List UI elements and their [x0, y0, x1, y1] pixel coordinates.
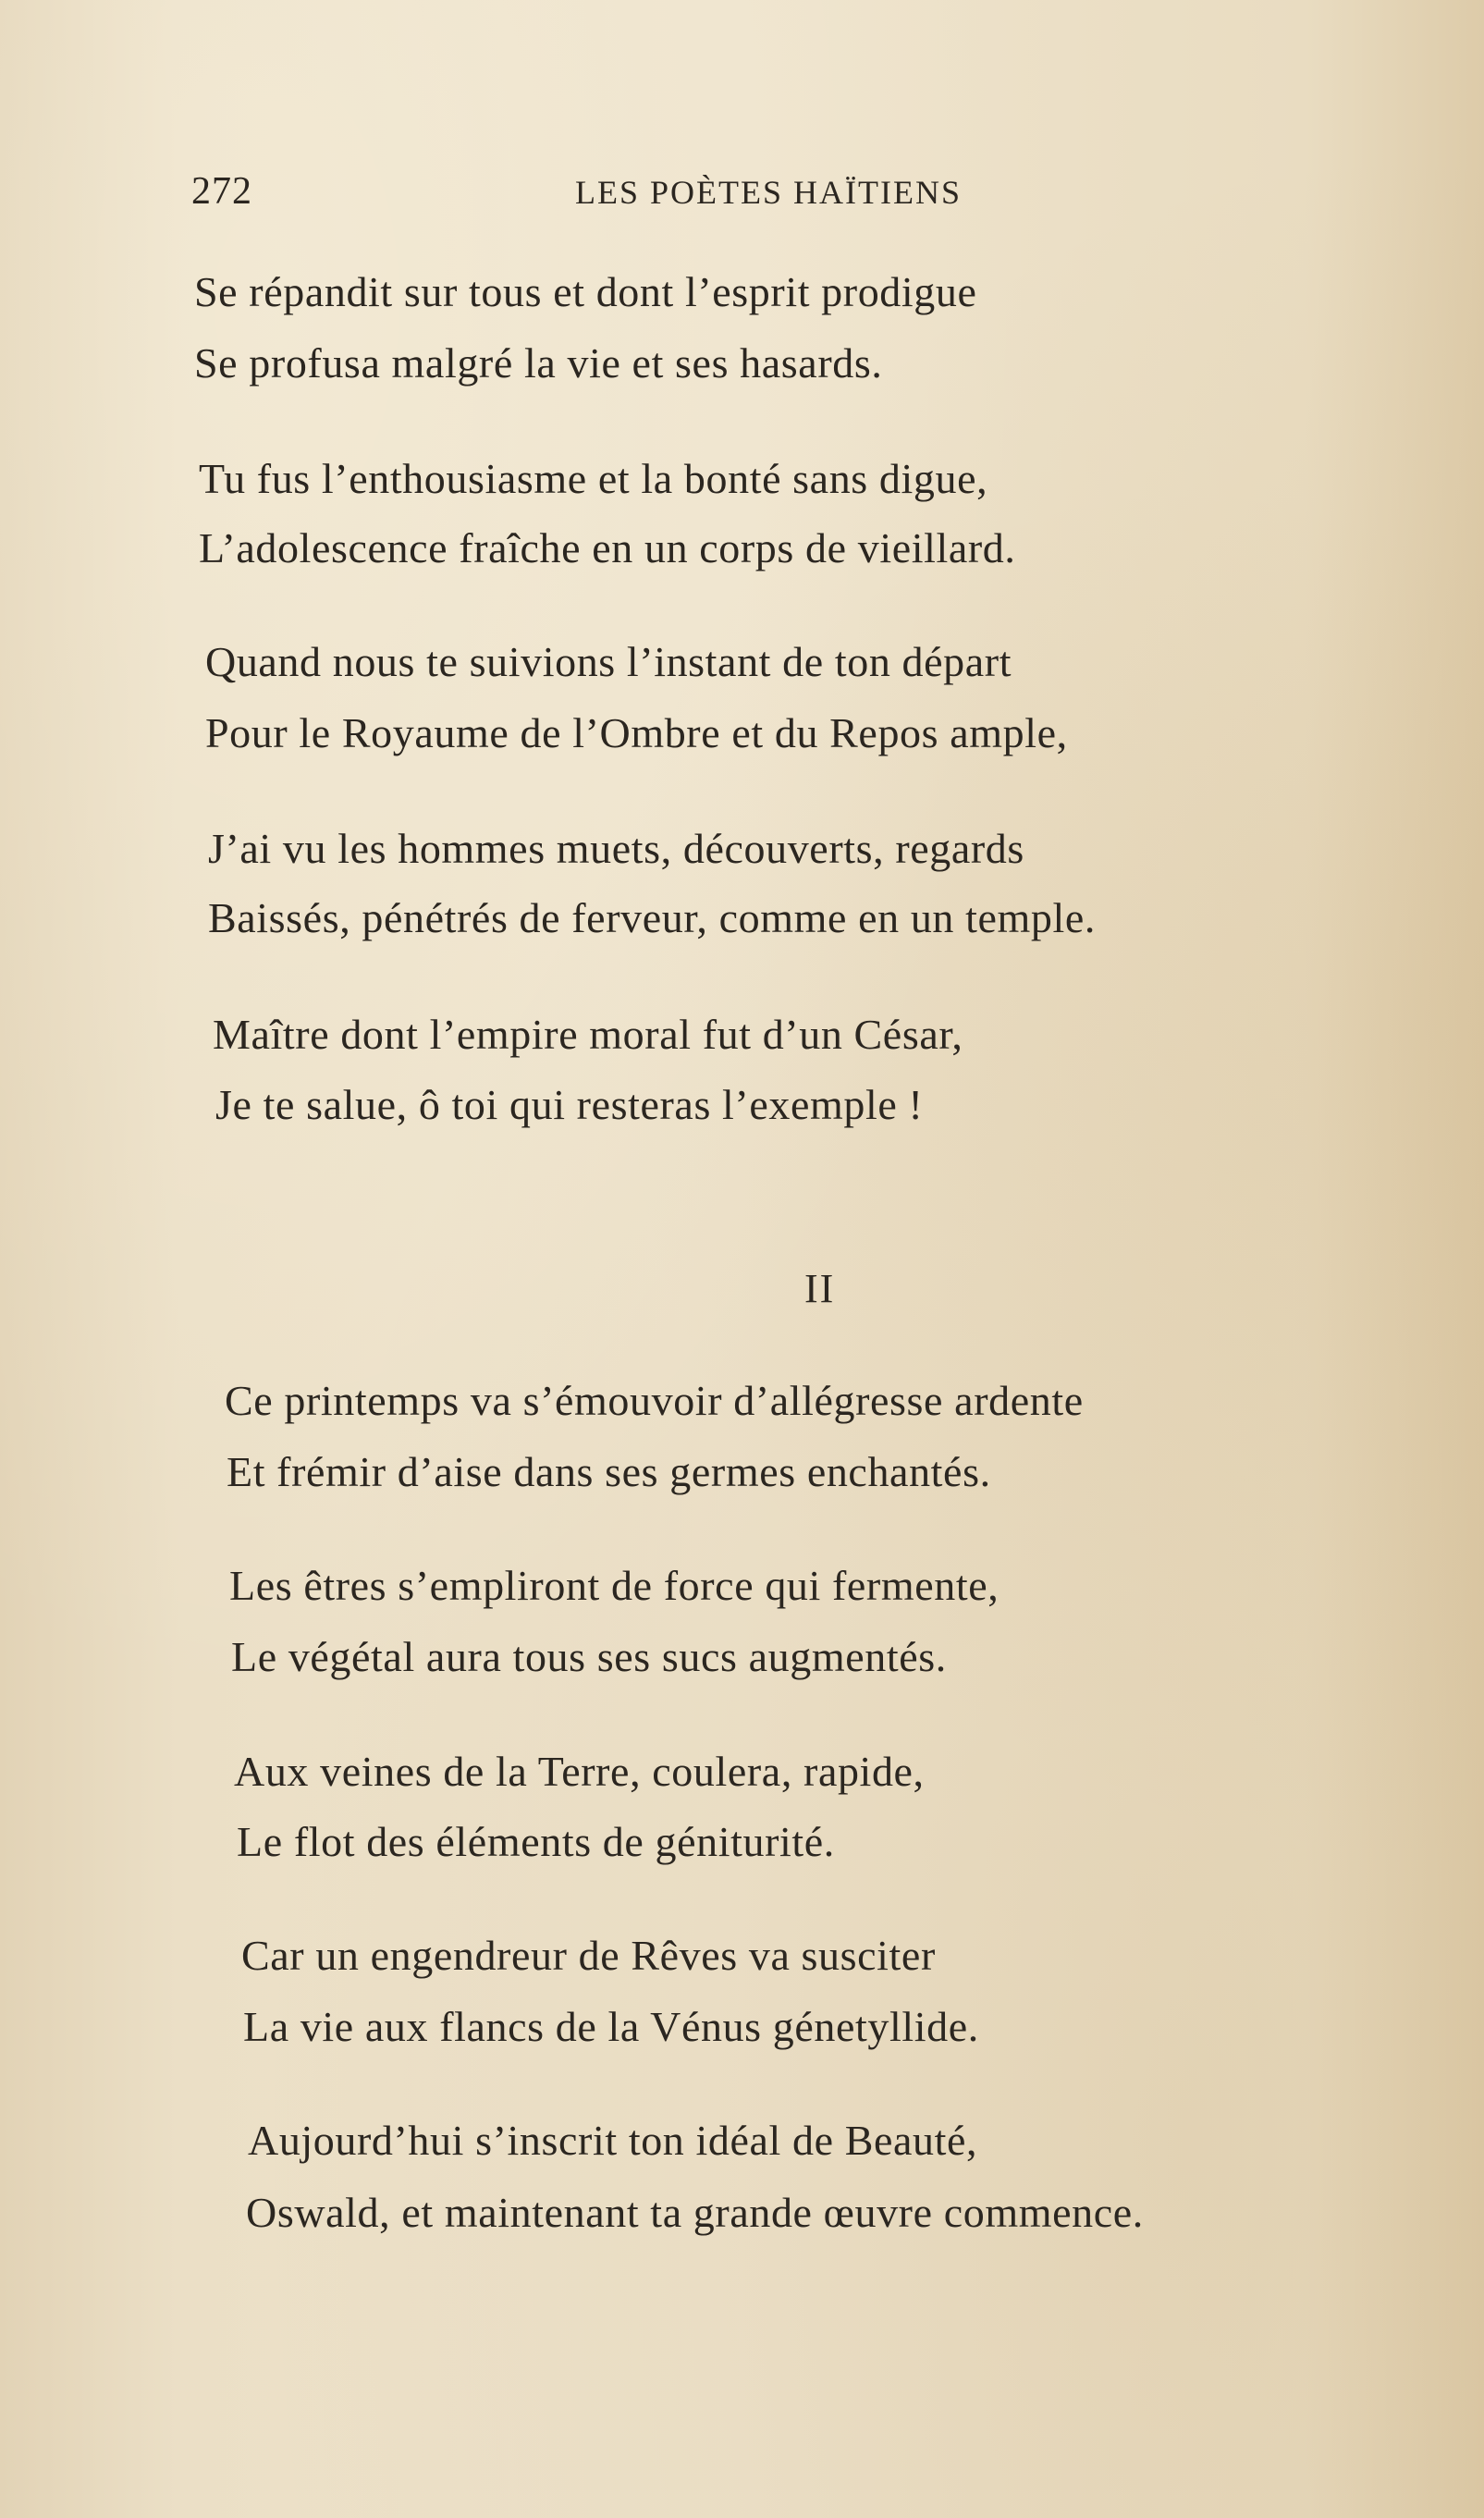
verse-line: Baissés, pénétrés de ferveur, comme en un temple.: [208, 894, 1097, 941]
verse-line: Les êtres s’empliront de force qui fermente,: [229, 1562, 1000, 1609]
verse-line: Quand nous te suivions l’instant de ton départ: [205, 638, 1012, 685]
verse-line: Le flot des éléments de géniturité.: [237, 1818, 835, 1865]
verse-line: Je te salue, ô toi qui resteras l’exemple !: [215, 1081, 924, 1128]
verse-line: Le végétal aura tous ses sucs augmentés.: [231, 1633, 947, 1680]
running-title: LES POÈTES HAÏTIENS: [575, 174, 962, 211]
page-header: [191, 169, 1024, 225]
verse-line: Se répandit sur tous et dont l’esprit prodigue: [194, 268, 977, 315]
verse-line: Aujourd’hui s’inscrit ton idéal de Beauté,: [248, 2117, 978, 2164]
verse-line: Et frémir d’aise dans ses germes enchantés.: [227, 1448, 991, 1495]
verse-line: Pour le Royaume de l’Ombre et du Repos ample,: [205, 709, 1068, 756]
verse-line: La vie aux flancs de la Vénus génetyllide.: [243, 2003, 979, 2050]
verse-line: Se profusa malgré la vie et ses hasards.: [194, 339, 883, 387]
verse-line: Ce printemps va s’émouvoir d’allégresse ardente: [225, 1377, 1084, 1424]
verse-line: L’adolescence fraîche en un corps de vieillard.: [199, 524, 1016, 571]
verse-line: Car un engendreur de Rêves va susciter: [241, 1932, 936, 1979]
verse-line: Tu fus l’enthousiasme et la bonté sans digue,: [199, 455, 988, 502]
verse-line: Oswald, et maintenant ta grande œuvre commence.: [246, 2189, 1144, 2236]
verse-line: Maître dont l’empire moral fut d’un César,: [213, 1011, 963, 1058]
section-number: II: [804, 1266, 836, 1311]
page-number: 272: [191, 170, 252, 213]
verse-line: Aux veines de la Terre, coulera, rapide,: [234, 1748, 925, 1795]
verse-line: J’ai vu les hommes muets, découverts, regards: [208, 825, 1024, 872]
